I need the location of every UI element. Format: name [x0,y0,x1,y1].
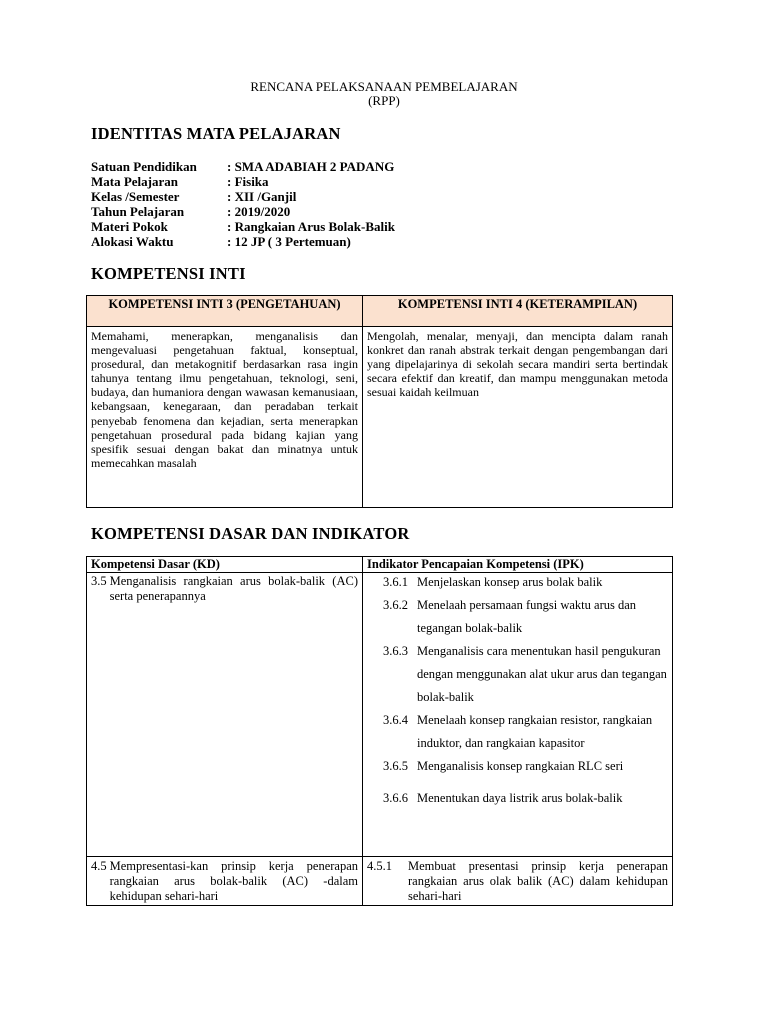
ipk-text: Menjelaskan konsep arus bolak balik [417,575,603,589]
document-subtitle: (RPP) [368,93,400,108]
identitas-value: : Fisika [227,174,269,189]
identitas-row [91,219,395,234]
kd-text: Mempresentasi-kan prinsip kerja penerapan rangkaian arus bolak-balik (AC) -dalam kehidupan sehari-hari [109,859,358,903]
identitas-value: : Rangkaian Arus Bolak-Balik [227,219,395,234]
identitas-row [91,174,395,189]
ipk-item [383,787,668,810]
identitas-table [91,159,395,249]
document-title: RENCANA PELAKSANAAN PEMBELAJARAN [250,79,518,94]
identitas-label: Satuan Pendidikan [91,159,197,174]
kompetensi-inti-heading: KOMPETENSI INTI [91,264,246,283]
ki3-header: KOMPETENSI INTI 3 (PENGETAHUAN) [87,296,363,327]
ipk-item [383,571,668,594]
identitas-label: Materi Pokok [91,219,168,234]
kd-item [91,859,358,904]
kd-indikator-table [86,556,673,906]
identitas-label: Tahun Pelajaran [91,204,185,219]
ipk-text: Membuat presentasi prinsip kerja penerapan rangkaian arus olak balik (AC) dalam kehidupan sehari-hari [408,859,668,903]
ipk-item [383,709,668,755]
kompetensi-inti-table [86,295,673,508]
ipk-text: Menganalisis konsep rangkaian RLC seri [417,759,624,773]
ki3-text: Memahami, menerapkan, menganalisis dan mengevaluasi pengetahuan faktual, konseptual, prosedural, dan metakognitif berdasarkan rasa ingin tahunya tentang ilmu pengetahuan, teknologi, seni, budaya, dan humaniora dengan wawasan kemanusiaan, kebangsaan, kenegaraan, dan peradaban terkait penyebab fenomena dan kejadian, serta menerapkan pengetahuan prosedural pada bidang kajian yang spesifik sesuai dengan bakat dan minatnya untuk memecahkan masalah [87,327,363,508]
ipk-item [383,755,668,778]
ipk-number: 4.5.1 [367,859,392,873]
ipk-header: Indikator Pencapaian Kompetensi (IPK) [363,557,673,573]
ipk-item [367,859,668,904]
ipk-number: 3.6.4 [383,713,408,727]
identitas-row [91,189,395,204]
ipk-text: Menelaah konsep rangkaian resistor, rangkaian induktor, dan rangkaian kapasitor [417,713,653,750]
ipk-text: Menganalisis cara menentukan hasil pengukuran dengan menggunakan alat ukur arus dan tegangan bolak-balik [417,644,667,704]
identitas-value: : 2019/2020 [227,204,291,219]
ipk-item [383,640,668,709]
ki4-text: Mengolah, menalar, menyaji, dan mencipta dalam ranah konkret dan ranah abstrak terkait dengan pengembangan dari yang dipelajarinya di sekolah secara mandiri serta bertindak secara efektif dan kreatif, dan mampu menggunakan metoda sesuai kaidah keilmuan [363,327,673,508]
identitas-row [91,204,395,219]
table-row [87,857,673,906]
identitas-heading: IDENTITAS MATA PELAJARAN [91,124,341,143]
ipk-number: 3.6.5 [383,759,408,773]
ipk-number: 3.6.2 [383,598,408,612]
ipk-number: 3.6.6 [383,791,408,805]
kd-number: 4.5 [91,859,107,873]
kd-text: Menganalisis rangkaian arus bolak-balik (AC) serta penerapannya [109,574,358,603]
table-row [87,573,673,857]
ipk-text: Menentukan daya listrik arus bolak-balik [417,791,623,805]
kd-number: 3.5 [91,574,107,588]
ipk-number: 3.6.3 [383,644,408,658]
identitas-row [91,159,395,174]
identitas-label: Alokasi Waktu [91,234,174,249]
identitas-label: Mata Pelajaran [91,174,179,189]
identitas-value: : 12 JP ( 3 Pertemuan) [227,234,351,249]
identitas-label: Kelas /Semester [91,189,180,204]
ki4-header: KOMPETENSI INTI 4 (KETERAMPILAN) [363,296,673,327]
ipk-item [383,594,668,640]
ipk-number: 3.6.1 [383,575,408,589]
identitas-value: : SMA ADABIAH 2 PADANG [227,159,395,174]
kd-item [91,574,358,604]
kd-header: Kompetensi Dasar (KD) [87,557,363,573]
ipk-text: Menelaah persamaan fungsi waktu arus dan tegangan bolak-balik [417,598,637,635]
identitas-row [91,234,395,249]
kd-indikator-heading: KOMPETENSI DASAR DAN INDIKATOR [91,524,410,543]
identitas-value: : XII /Ganjil [227,189,297,204]
